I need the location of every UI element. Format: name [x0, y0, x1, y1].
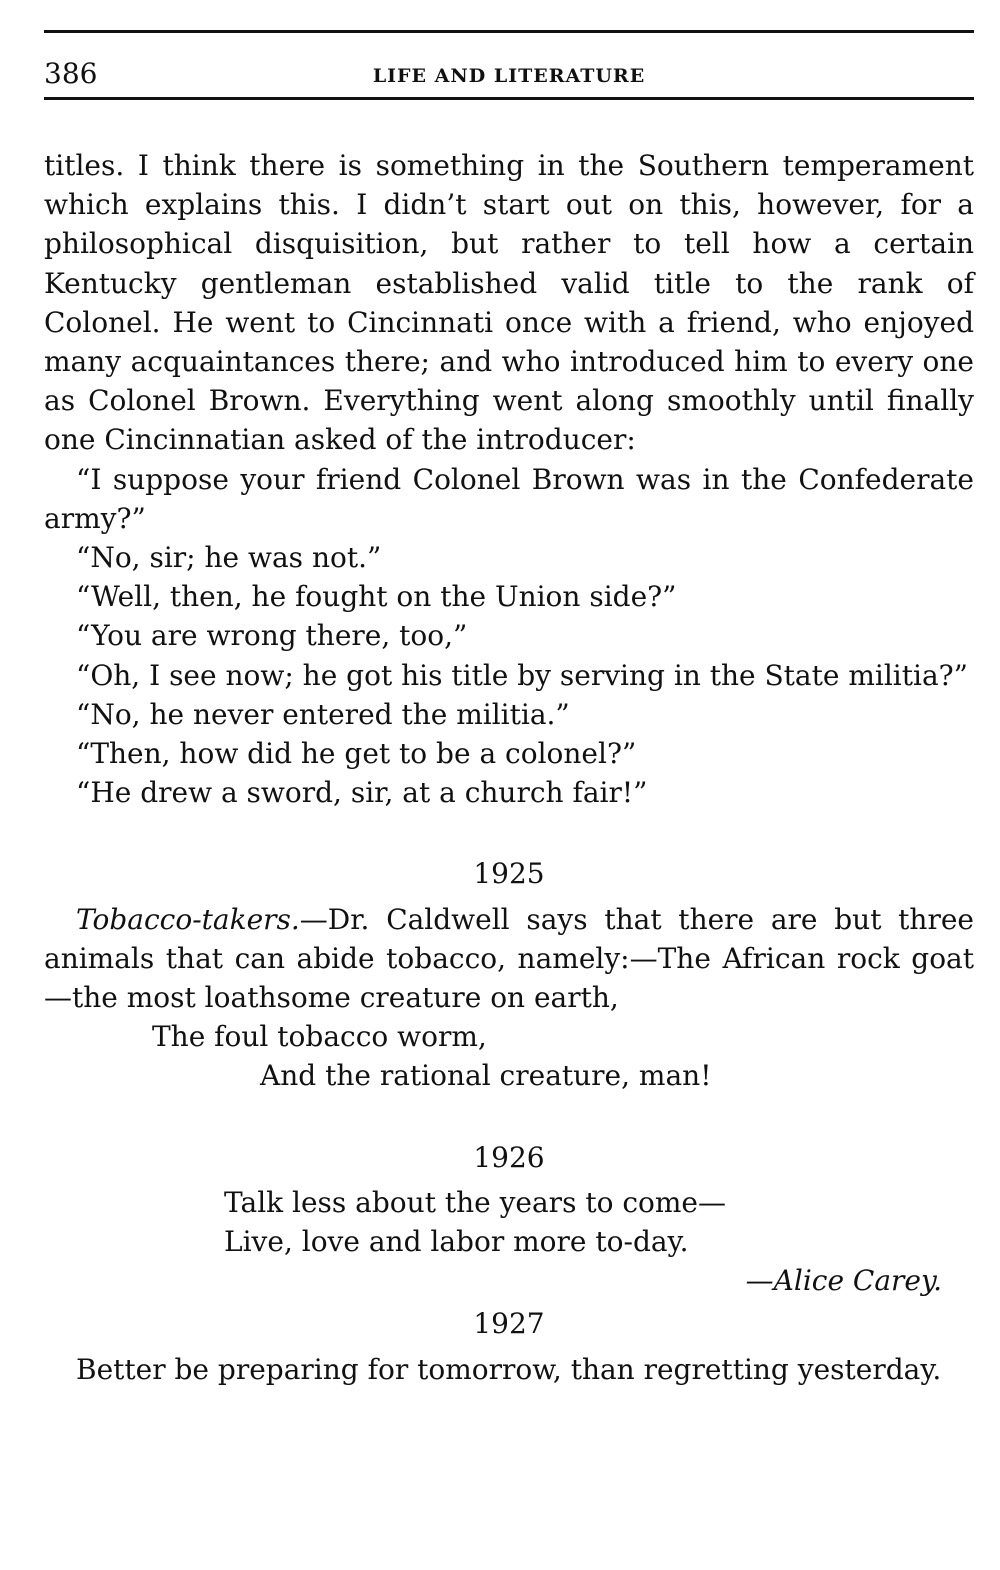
dialog-line: “No, sir; he was not.”: [76, 541, 382, 575]
dialog-line: “He drew a sword, sir, at a church fair!”: [76, 776, 648, 810]
entry-1926-attribution: —Alice Carey.: [745, 1264, 942, 1298]
opening-paragraph: titles. I think there is something in the Southern temperament which explains this. I didn’t start out on this, however, for a philosophical disquisition, but rather to tell how a certain Kentucky gentleman established valid title to the rank of Colonel. He went to Cincinnati once with a friend, who enjoyed many acquaintances there; and who introduced him to every one as Colonel Brown. Everything went along smoothly until finally one Cincinnatian asked of the introducer:: [44, 149, 974, 457]
entry-1925-line-2: And the rational creature, man!: [260, 1059, 712, 1093]
dialog-line: “Then, how did he get to be a colonel?”: [76, 737, 637, 771]
entry-1926-verse-2: Live, love and labor more to-day.: [224, 1225, 689, 1259]
dialog-line: “I suppose your friend Colonel Brown was in the Confederate army?”: [44, 462, 974, 535]
dialog-line: “No, he never entered the militia.”: [76, 697, 570, 731]
entry-1925-text: [44, 900, 974, 1018]
page-body: [44, 146, 974, 1389]
dialog-line: “You are wrong there, too,”: [76, 619, 468, 653]
entry-1925-line-1: The foul tobacco worm,: [152, 1020, 487, 1054]
dialog-line: “Well, then, he fought on the Union side?”: [76, 580, 677, 614]
page-header: [44, 33, 974, 97]
entry-1925-body: —Dr. Caldwell says that there are but three animals that can abide tobacco, namely:—The African rock goat—the most loathsome creature on earth,: [44, 902, 974, 1015]
page-number: 386: [44, 57, 98, 90]
entry-1927-text: Better be preparing for tomorrow, than regretting yesterday.: [76, 1352, 942, 1386]
entry-1926-verse-1: Talk less about the years to come—: [224, 1185, 727, 1219]
entry-1925-title: Tobacco-takers.: [76, 902, 300, 936]
entry-number-1927: 1927: [473, 1307, 545, 1341]
entry-number-1926: 1926: [473, 1140, 545, 1174]
entry-number-1925: 1925: [473, 857, 545, 891]
book-page: [44, 30, 974, 1389]
running-head: LIFE AND LITERATURE: [372, 65, 646, 87]
dialog-line: “Oh, I see now; he got his title by serving in the State militia?”: [76, 658, 968, 692]
header-bottom-rule: [44, 97, 974, 100]
